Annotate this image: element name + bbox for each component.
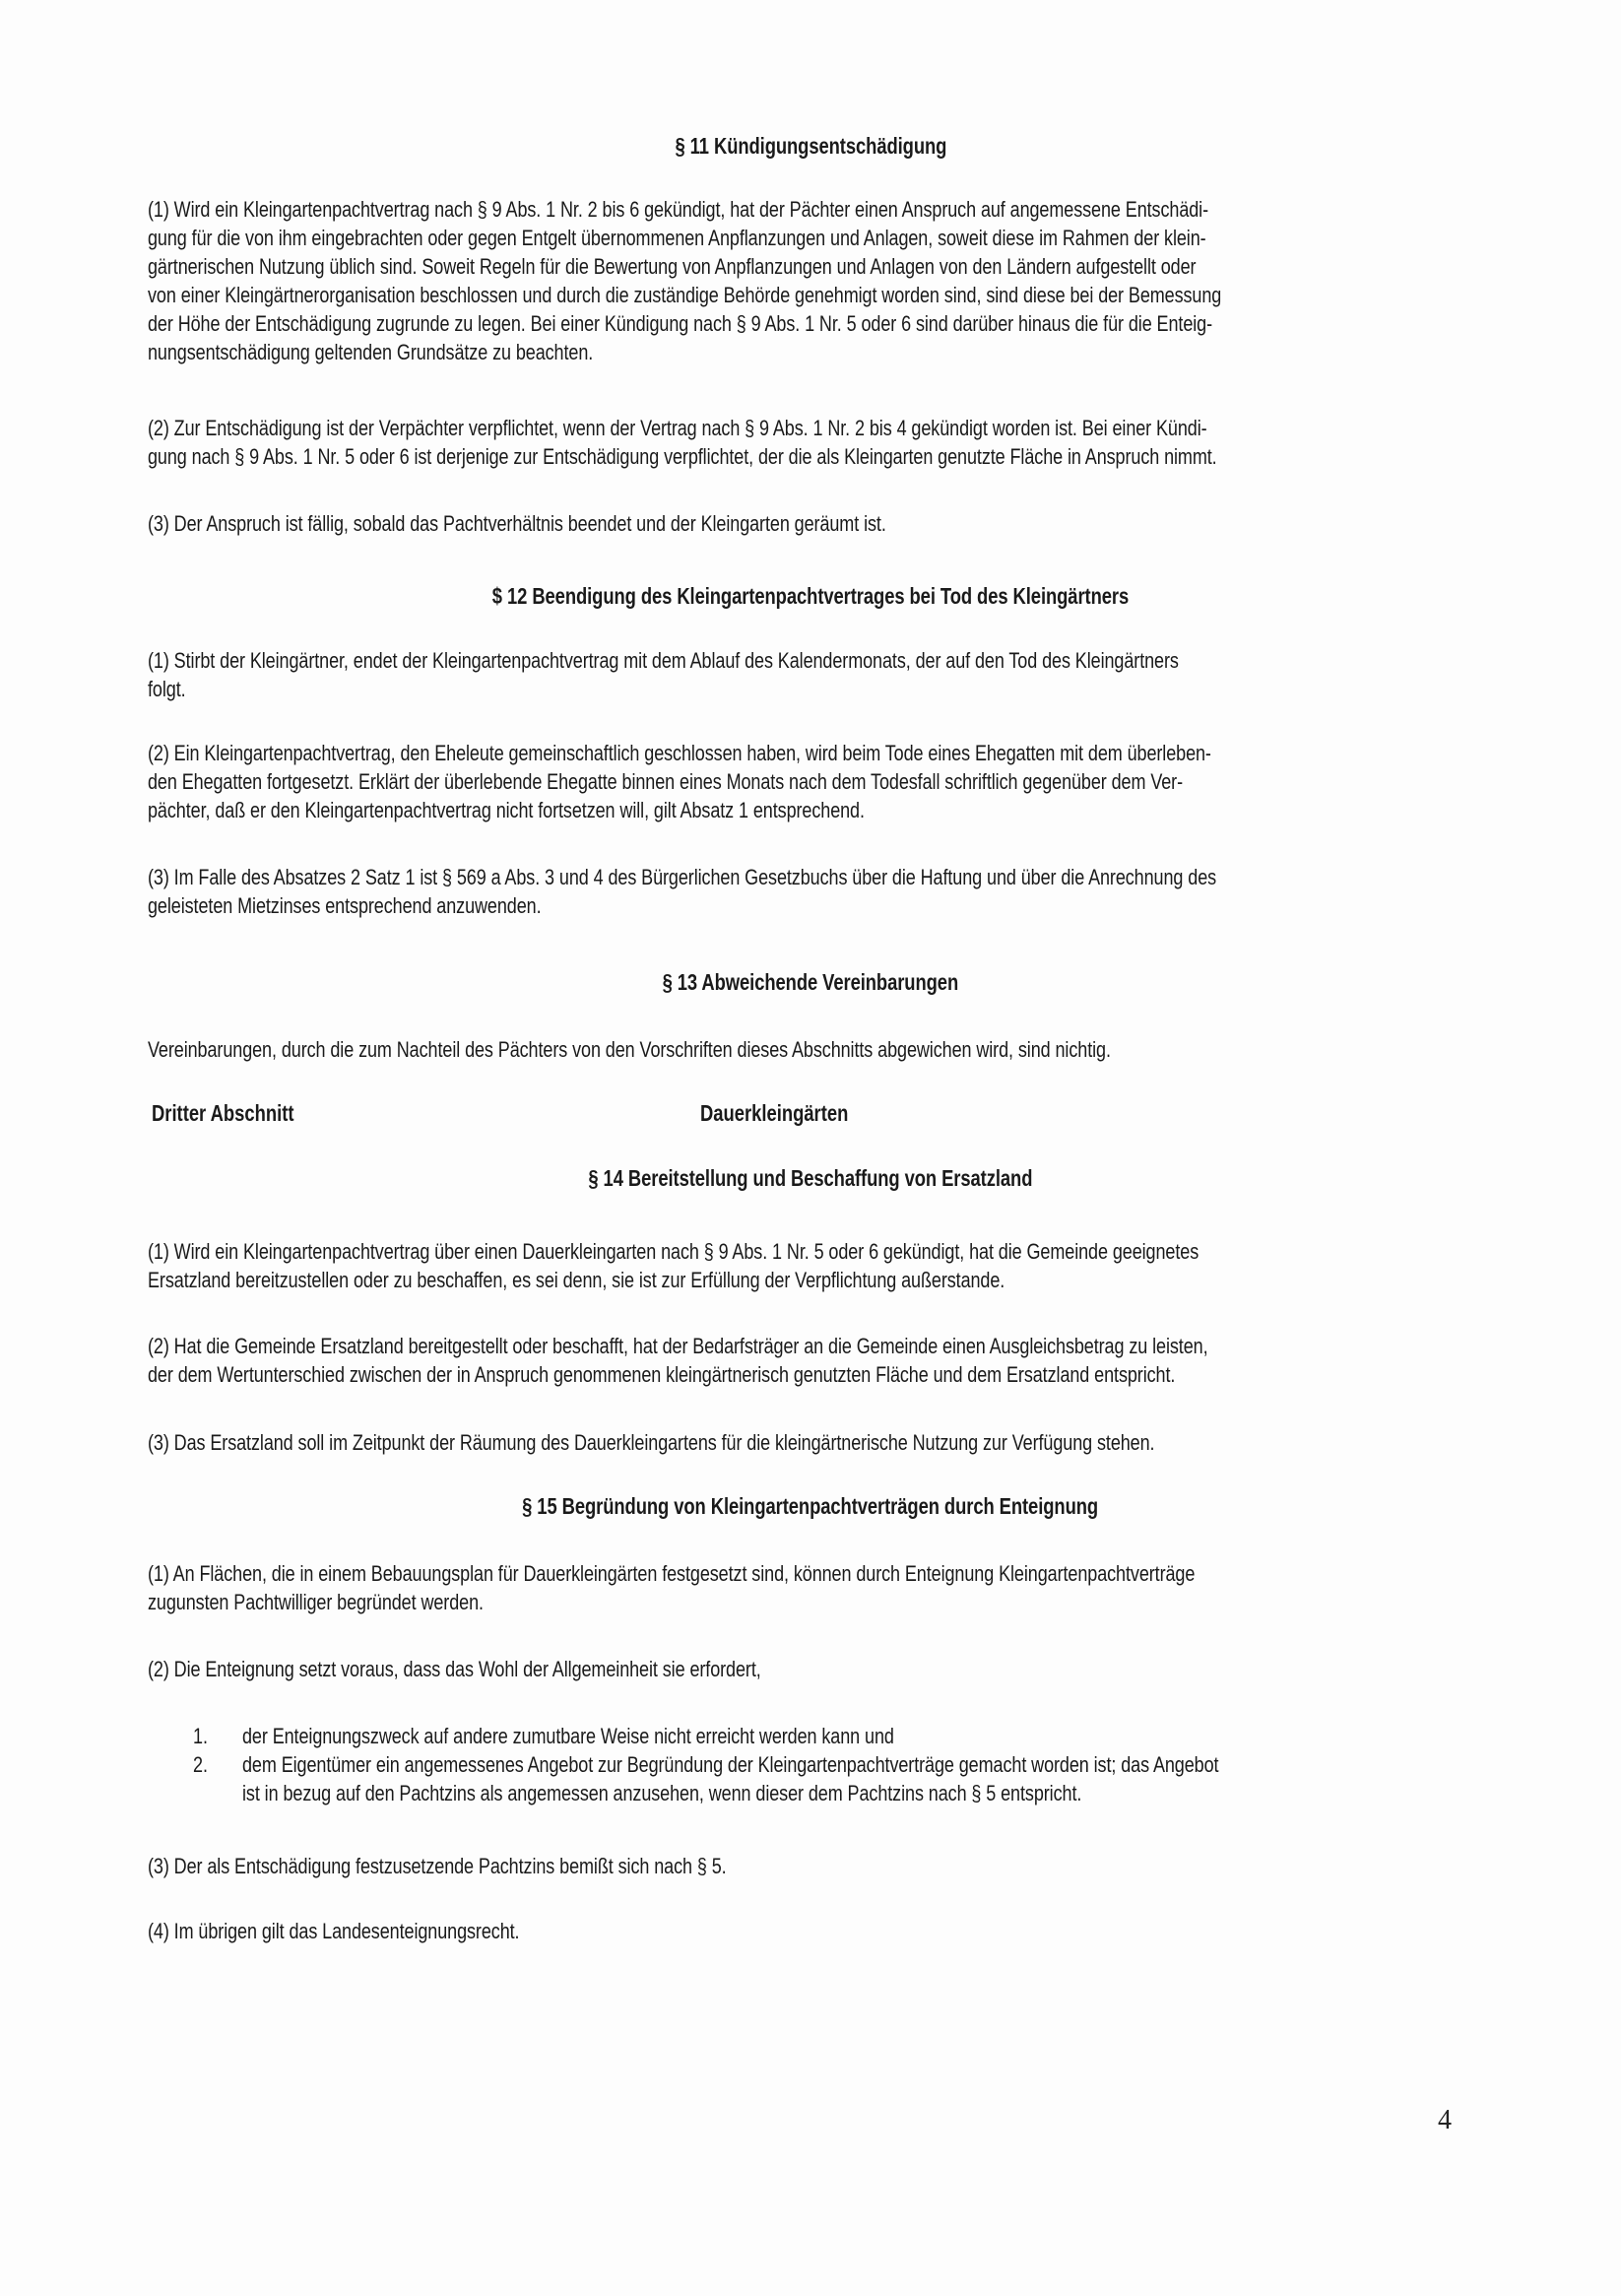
section-14-paragraph-3 xyxy=(148,1428,1467,1457)
section-12-paragraph-3 xyxy=(148,863,1467,920)
text-line: (3) Im Falle des Absatzes 2 Satz 1 ist § 569 a Abs. 3 und 4 des Bürgerlichen Gesetzbuchs über die Haftung und über die Anrechnung des xyxy=(148,865,1217,889)
text-line: Ersatzland bereitzustellen oder zu beschaffen, es sei denn, sie ist zur Erfüllung der Verpflichtung außerstande. xyxy=(148,1268,1005,1292)
text-line: dem Eigentümer ein angemessenes Angebot zur Begründung der Kleingartenpachtverträge gemacht worden ist; das Angebot xyxy=(242,1752,1219,1777)
section-14-paragraph-2 xyxy=(148,1332,1467,1389)
text-line: der Höhe der Entschädigung zugrunde zu legen. Bei einer Kündigung nach § 9 Abs. 1 Nr. 5 oder 6 sind darüber hinaus die für die Enteig- xyxy=(148,311,1213,336)
section-12-paragraph-2 xyxy=(148,739,1467,824)
page-number: 4 xyxy=(1438,2105,1452,2135)
part-title: Dauerkleingärten xyxy=(700,1100,849,1126)
text-line: der dem Wertunterschied zwischen der in Anspruch genommenen kleingärtnerisch genutzten Fläche und dem Ersatzland entspricht. xyxy=(148,1362,1176,1387)
text-line: (2) Hat die Gemeinde Ersatzland bereitgestellt oder beschafft, hat der Bedarfsträger an die Gemeinde einen Ausgleichsbetrag zu leisten, xyxy=(148,1334,1208,1358)
list-number: 2. xyxy=(193,1752,209,1777)
section-15-paragraph-1 xyxy=(148,1559,1467,1616)
section-15-paragraph-4 xyxy=(148,1917,1467,1945)
text-line: gärtnerischen Nutzung üblich sind. Soweit Regeln für die Bewertung von Anpflanzungen und Anlagen von den Ländern aufgestellt oder xyxy=(148,254,1197,279)
text-line: (2) Zur Entschädigung ist der Verpächter verpflichtet, wenn der Vertrag nach § 9 Abs. 1 Nr. 2 bis 4 gekündigt worden ist. Bei einer Kündi- xyxy=(148,416,1207,440)
text-line: (1) Wird ein Kleingartenpachtvertrag nach § 9 Abs. 1 Nr. 2 bis 6 gekündigt, hat der Pächter einen Anspruch auf angemessene Entschädi- xyxy=(148,197,1209,222)
section-13-heading: § 13 Abweichende Vereinbarungen xyxy=(662,969,959,995)
text-line: den Ehegatten fortgesetzt. Erklärt der überlebende Ehegatte binnen eines Monats nach dem Todesfall schriftlich gegenüber dem Ver- xyxy=(148,769,1184,794)
text-line: (1) Wird ein Kleingartenpachtvertrag über einen Dauerkleingarten nach § 9 Abs. 1 Nr. 5 oder 6 gekündigt, hat die Gemeinde geeignetes xyxy=(148,1239,1200,1264)
text-line: (2) Die Enteignung setzt voraus, dass das Wohl der Allgemeinheit sie erfordert, xyxy=(148,1657,761,1681)
text-line: folgt. xyxy=(148,677,186,701)
text-line: zugunsten Pachtwilliger begründet werden. xyxy=(148,1590,484,1614)
section-14-paragraph-1 xyxy=(148,1237,1467,1294)
text-line: nungsentschädigung geltenden Grundsätze zu beachten. xyxy=(148,340,594,364)
text-line: (3) Das Ersatzland soll im Zeitpunkt der Räumung des Dauerkleingartens für die kleingärtnerische Nutzung zur Verfügung stehen. xyxy=(148,1430,1155,1455)
section-15-paragraph-2 xyxy=(148,1655,1467,1683)
part-label: Dritter Abschnitt xyxy=(152,1100,294,1126)
text-line: geleisteten Mietzinses entsprechend anzuwenden. xyxy=(148,893,542,918)
list-number: 1. xyxy=(193,1724,209,1748)
section-11-heading: § 11 Kündigungsentschädigung xyxy=(675,133,946,159)
text-line: (4) Im übrigen gilt das Landesenteignungsrecht. xyxy=(148,1919,520,1943)
text-line: (1) An Flächen, die in einem Bebauungsplan für Dauerkleingärten festgesetzt sind, können durch Enteignung Kleingartenpachtverträge xyxy=(148,1561,1196,1586)
section-13-paragraph-1 xyxy=(148,1035,1467,1064)
text-line: (2) Ein Kleingartenpachtvertrag, den Eheleute gemeinschaftlich geschlossen haben, wird beim Tode eines Ehegatten mit dem überleben- xyxy=(148,741,1211,765)
section-14-heading: § 14 Bereitstellung und Beschaffung von Ersatzland xyxy=(588,1165,1033,1191)
text-line: von einer Kleingärtnerorganisation beschlossen und durch die zuständige Behörde genehmigt worden sind, sind diese bei der Bemessung xyxy=(148,283,1222,307)
text-line: gung für die von ihm eingebrachten oder gegen Entgelt übernommenen Anpflanzungen und Anlagen, soweit diese im Rahmen der klein- xyxy=(148,226,1206,250)
text-line: pächter, daß er den Kleingartenpachtvertrag nicht fortsetzen will, gilt Absatz 1 entsprechend. xyxy=(148,798,865,822)
section-11-paragraph-1 xyxy=(148,195,1467,366)
text-line: (3) Der als Entschädigung festzusetzende Pachtzins bemißt sich nach § 5. xyxy=(148,1854,727,1878)
section-11-paragraph-2 xyxy=(148,414,1467,471)
section-11-paragraph-3 xyxy=(148,509,1467,538)
text-line: Vereinbarungen, durch die zum Nachteil des Pächters von den Vorschriften dieses Abschnitts abgewichen wird, sind nichtig. xyxy=(148,1037,1111,1062)
text-line: ist in bezug auf den Pachtzins als angemessen anzusehen, wenn dieser dem Pachtzins nach § 5 entspricht. xyxy=(242,1781,1082,1805)
section-15-heading: § 15 Begründung von Kleingartenpachtverträgen durch Enteignung xyxy=(522,1493,1099,1519)
text-line: (3) Der Anspruch ist fällig, sobald das Pachtverhältnis beendet und der Kleingarten geräumt ist. xyxy=(148,511,886,536)
section-12-paragraph-1 xyxy=(148,646,1467,703)
section-15-paragraph-3 xyxy=(148,1852,1467,1880)
text-line: gung nach § 9 Abs. 1 Nr. 5 oder 6 ist derjenige zur Entschädigung verpflichtet, der die als Kleingarten genutzte Fläche in Anspruch nimmt. xyxy=(148,444,1217,469)
text-line: der Enteignungszweck auf andere zumutbare Weise nicht erreicht werden kann und xyxy=(242,1724,894,1748)
section-12-heading: $ 12 Beendigung des Kleingartenpachtvertrages bei Tod des Kleingärtners xyxy=(491,583,1130,609)
text-line: (1) Stirbt der Kleingärtner, endet der Kleingartenpachtvertrag mit dem Ablauf des Kalendermonats, der auf den Tod des Kleingärtners xyxy=(148,648,1179,673)
